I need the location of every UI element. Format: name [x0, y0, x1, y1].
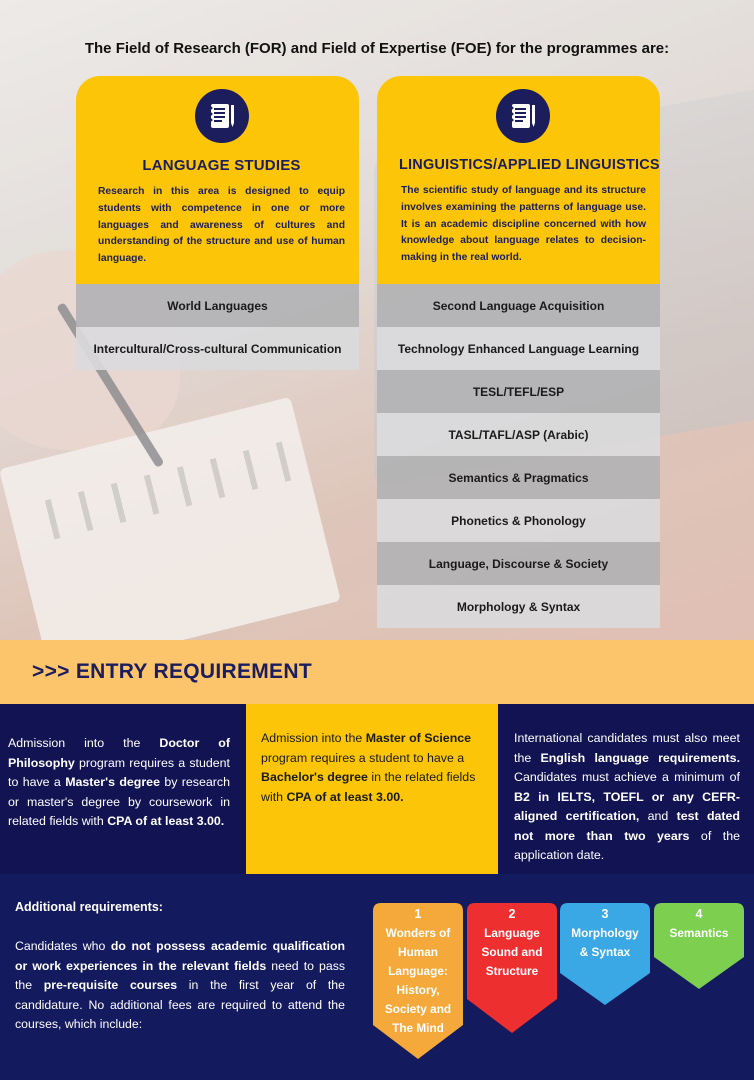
- card-language-studies: [76, 76, 359, 370]
- field-item: Intercultural/Cross-cultural Communication: [76, 327, 359, 370]
- field-item: Phonetics & Phonology: [377, 499, 660, 542]
- requirement-text: International candidates must also meet the English language requirements. Candidates must achieve a minimum of B2 in IELTS, TOEFL or any CEFR-aligned certification, and test dated not more than two years of the application date.: [514, 731, 741, 862]
- notebook-pen-icon: [195, 89, 249, 143]
- card-title: LINGUISTICS/APPLIED LINGUISTICS: [399, 157, 660, 173]
- field-item: Technology Enhanced Language Learning: [377, 327, 660, 370]
- course-number: 1: [414, 907, 422, 921]
- entry-requirement-band: [0, 640, 754, 704]
- phd-requirement: [0, 704, 246, 874]
- additional-title: Additional requirements:: [15, 900, 163, 914]
- field-item: World Languages: [76, 284, 359, 327]
- course-name: Semantics: [669, 926, 729, 940]
- course-number: 4: [695, 907, 703, 921]
- international-requirement: [498, 704, 754, 874]
- card-header: [377, 76, 660, 284]
- msc-requirement: [246, 704, 498, 874]
- card-linguistics: [377, 76, 660, 628]
- card-description: Research in this area is designed to equip students with competence in one or more languages and awareness of cultures and understanding of the structure and use of human language.: [98, 186, 345, 265]
- section-title: >>> ENTRY REQUIREMENT: [32, 660, 312, 683]
- field-item: Second Language Acquisition: [377, 284, 660, 327]
- course-banner-1: [373, 903, 463, 1059]
- course-name: Morphology & Syntax: [571, 926, 639, 959]
- card-header: [76, 76, 359, 284]
- additional-requirements: [0, 874, 754, 1080]
- course-banner-4: [654, 903, 744, 989]
- course-banner-2: [467, 903, 557, 1033]
- field-item: Morphology & Syntax: [377, 585, 660, 628]
- requirement-text: Admission into the Master of Science program requires a student to have a Bachelor's degree in the related fields with CPA of at least 3.00.: [261, 731, 476, 804]
- card-title: LANGUAGE STUDIES: [142, 157, 301, 174]
- course-number: 2: [508, 907, 516, 921]
- card-description: The scientific study of language and its structure involves examining the patterns of language use. It is an academic discipline concerned with how knowledge about language relates to decision-making in the real world.: [401, 185, 646, 264]
- course-name: Wonders of Human Language: History, Society and The Mind: [384, 926, 452, 1035]
- course-banner-3: [560, 903, 650, 1005]
- field-item: TASL/TAFL/ASP (Arabic): [377, 413, 660, 456]
- field-item: Semantics & Pragmatics: [377, 456, 660, 499]
- course-number: 3: [601, 907, 609, 921]
- course-name: Language Sound and Structure: [481, 926, 543, 978]
- page-heading: The Field of Research (FOR) and Field of Expertise (FOE) for the programmes are:: [84, 40, 670, 57]
- field-item: Language, Discourse & Society: [377, 542, 660, 585]
- notebook-pen-icon: [496, 89, 550, 143]
- requirement-text: Admission into the Doctor of Philosophy program requires a student to have a Master's degree by research or master's degree by coursework in related fields with CPA of at least 3.00.: [8, 736, 230, 828]
- field-item: TESL/TEFL/ESP: [377, 370, 660, 413]
- additional-body: Candidates who do not possess academic qualification or work experiences in the relevant fields need to pass the pre-requisite courses in the first year of the candidature. No additional fees are required to attend the courses, which include:: [15, 939, 345, 1031]
